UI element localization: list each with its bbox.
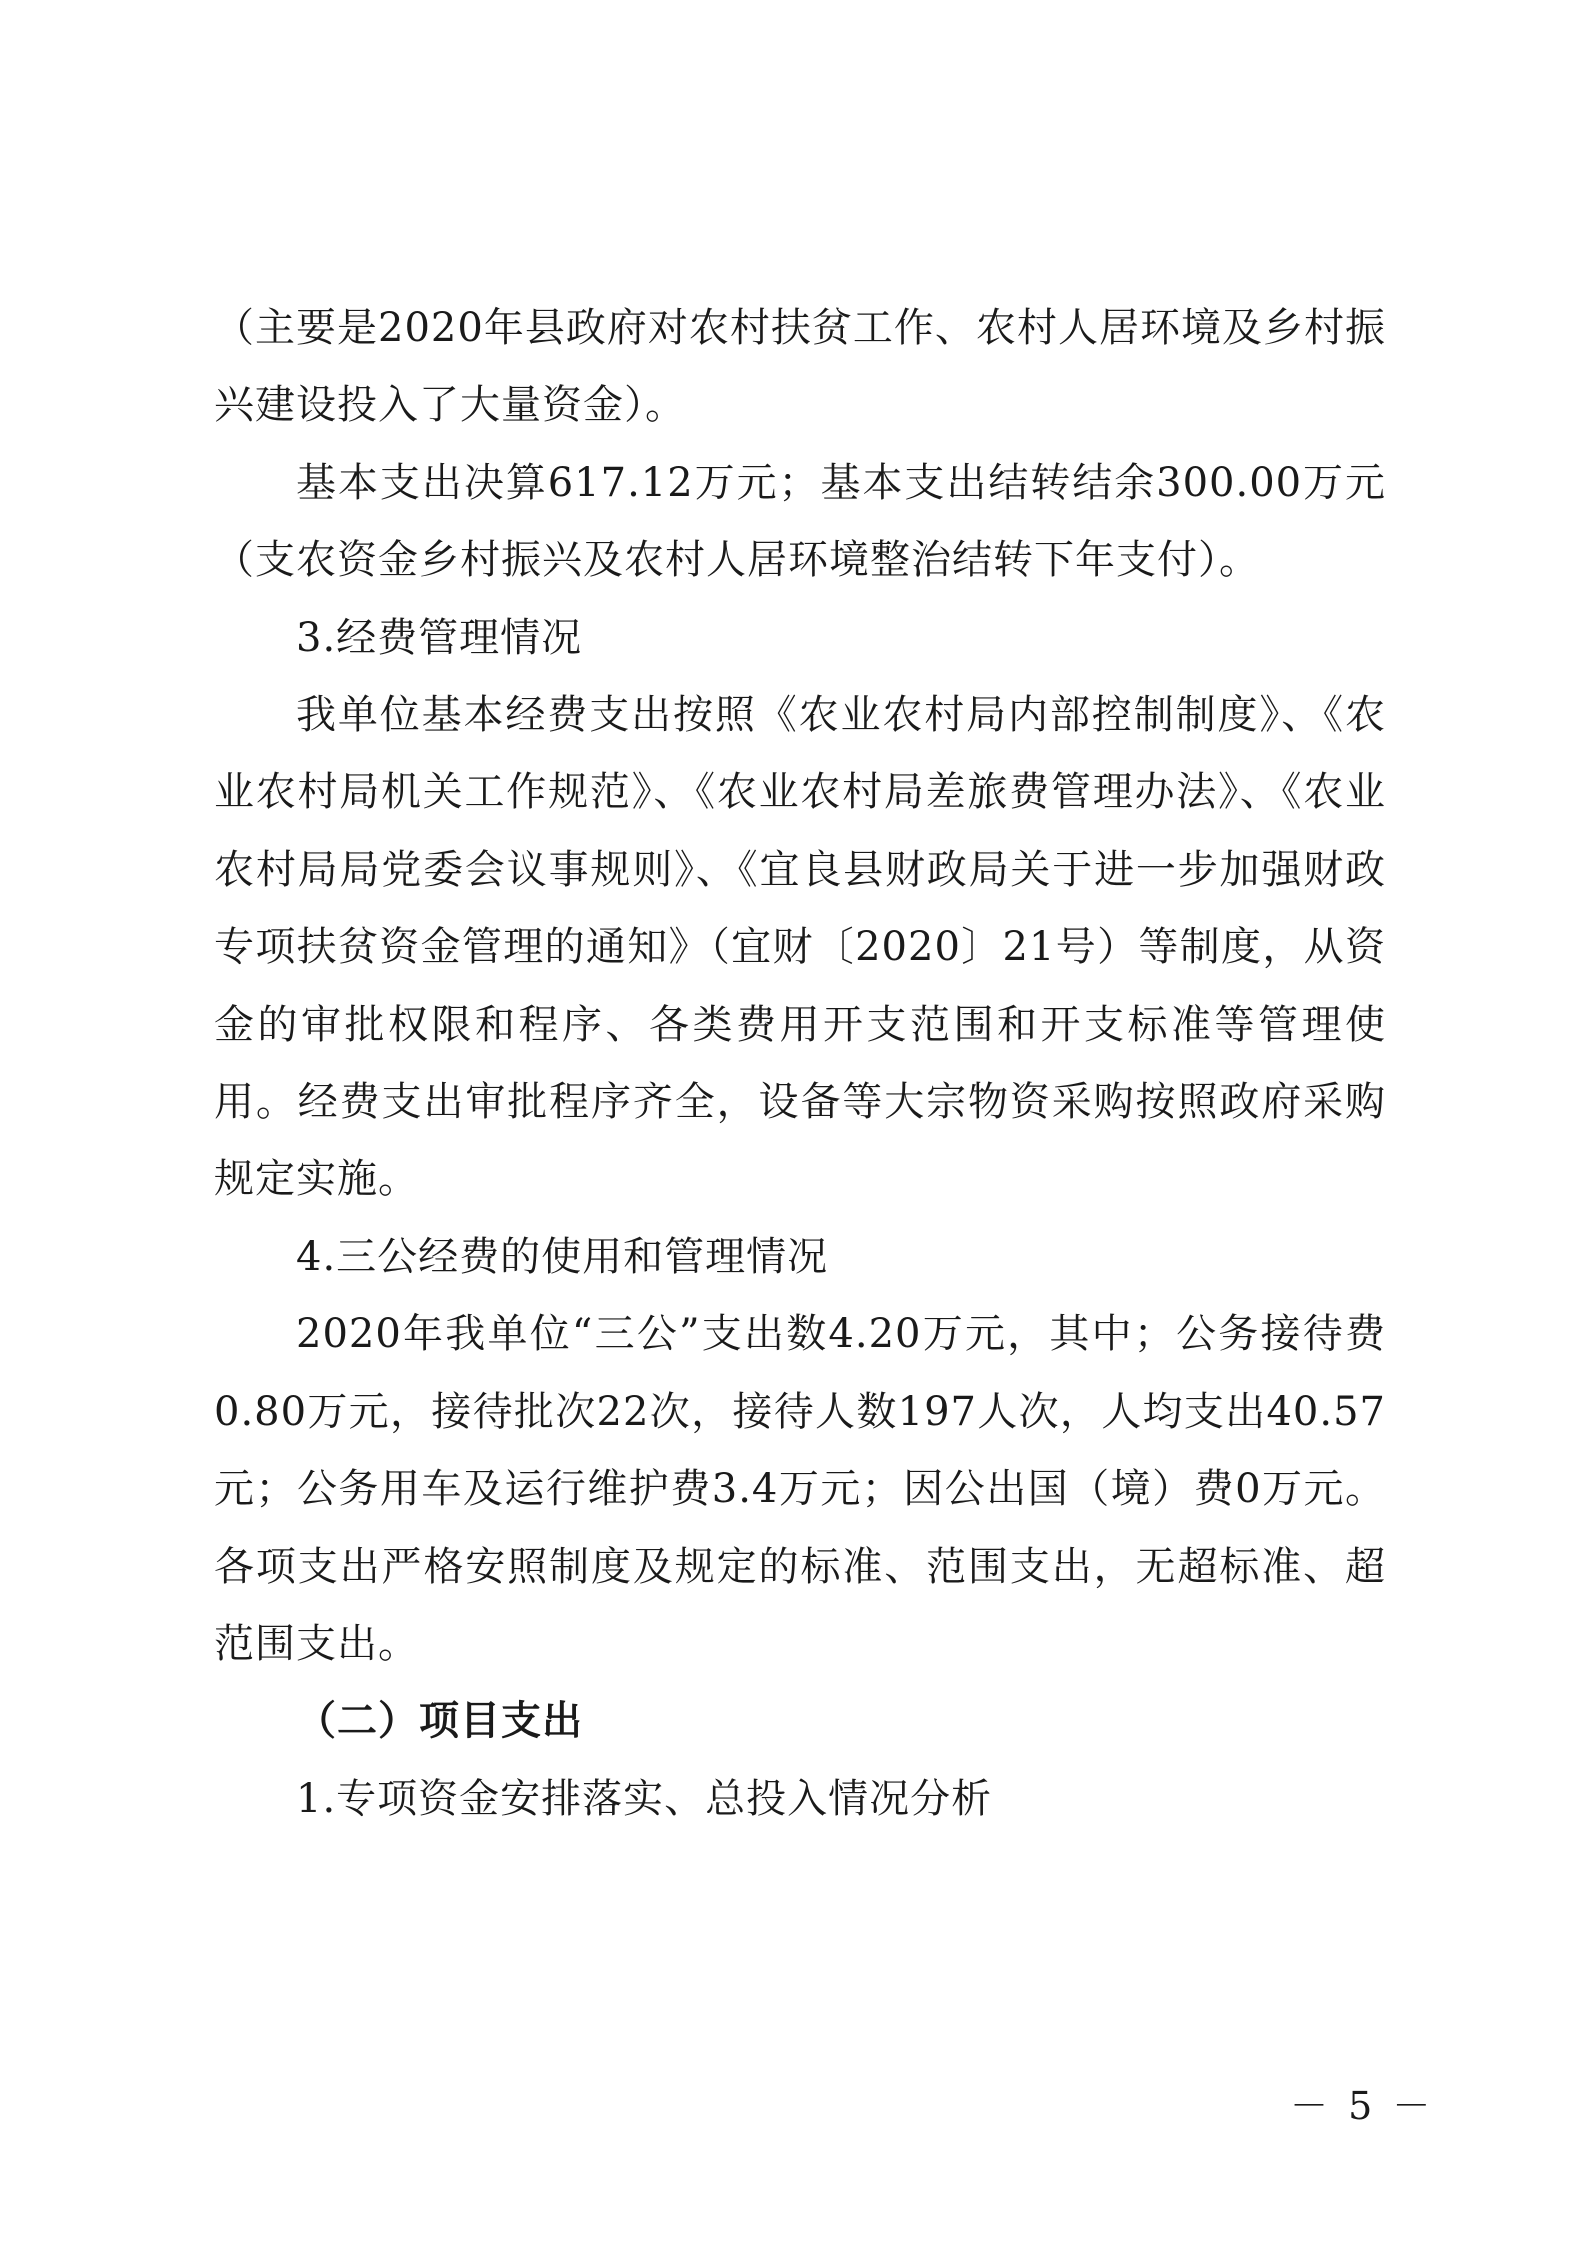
paragraph-continuation: （主要是2020年县政府对农村扶贫工作、农村人居环境及乡村振兴建设投入了大量资金）。 [214,305,1386,429]
paragraph-basic-expenditure: 基本支出决算617.12万元；基本支出结转结余300.00万元（支农资金乡村振兴及农村人居环境整治结转下年支付）。 [214,459,1386,584]
page-number: － 5 － [1290,2084,1435,2128]
heading-fund-management: 3.经费管理情况 [296,614,583,661]
heading-special-funds: 1.专项资金安排落实、总投入情况分析 [296,1775,993,1822]
heading-three-public-expenses: 4.三公经费的使用和管理情况 [296,1233,829,1280]
section-heading-project-expenditure: （二）项目支出 [296,1698,583,1745]
paragraph-three-public-expenses: 2020年我单位“三公”支出数4.20万元，其中；公务接待费0.80万元，接待批次22次，接待人数197人次，人均支出40.57元；公务用车及运行维护费3.4万元；因公出国（境）费0万元。各项支出严格安照制度及规定的标准、范围支出，无超标准、超范围支出。 [214,1311,1386,1667]
paragraph-fund-management: 我单位基本经费支出按照《农业农村局内部控制制度》、《农业农村局机关工作规范》、《农业农村局差旅费管理办法》、《农业农村局局党委会议事规则》、《宜良县财政局关于进一步加强财政专项扶贫资金管理的通知》（宜财〔2020〕21号）等制度，从资金的审批权限和程序、各类费用开支范围和开支标准等管理使用。经费支出审批程序齐全，设备等大宗物资采购按照政府采购规定实施。 [214,692,1386,1203]
document-body [214,290,1386,1838]
